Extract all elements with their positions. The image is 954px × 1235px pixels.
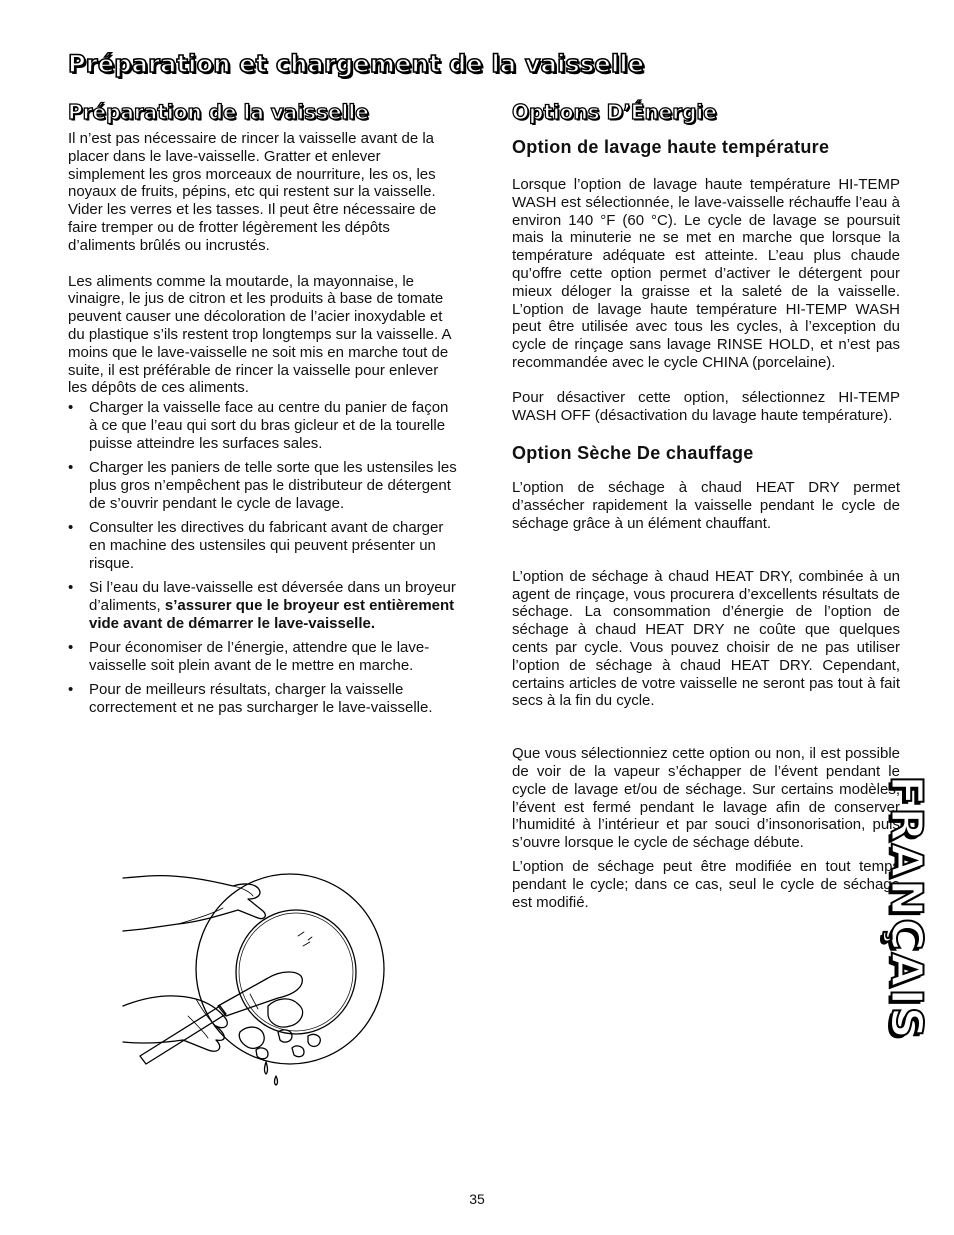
disposer-warning: s’assurer que le broyeur est entièrement vide avant de démarrer le lave-vaisselle. xyxy=(89,596,455,632)
bullet-marker: • xyxy=(68,681,74,699)
preparation-paragraph-1: Il n’est pas nécessaire de rincer la vaisselle avant de la placer dans le lave-vaisselle. Gratter et enlever simplement les gros morceaux de nourriture, les os, les noyaux de fruits, pépins, etc qui restent sur la vaisselle. Vider les verres et les tasses. Il peut être nécessaire de faire tremper ou de frotter légèrement les dépôts d’aliments brûlés ou incrustés. xyxy=(68,130,437,254)
section-heading-energy: Options D’Énergie xyxy=(512,100,717,124)
list-item: • Charger la vaisselle face au centre du panier de façon à ce que l’eau qui sort du bras gicleur et de la tourelle puisse atteindre les surfaces sales. xyxy=(68,399,449,452)
section-heading-preparation: Préparation de la vaisselle xyxy=(68,100,369,124)
right-column xyxy=(512,100,900,911)
list-item: • Pour économiser de l’énergie, attendre que le lave-vaisselle soit plein avant de le mettre en marche. xyxy=(68,639,430,674)
bullet-marker: • xyxy=(68,459,74,477)
heat-dry-paragraph-3: Que vous sélectionniez cette option ou non, il est possible de voir de la vapeur s’échapper de l’évent pendant le cycle de lavage et/ou de séchage. Sur certains modèles, l’évent est fermé pendant le lavage afin de conserver l’humidité à l’intérieur et par souci d’insonorisation, puis s’ouvre lorsque le cycle de séchage débute. xyxy=(512,745,900,852)
list-item: • Consulter les directives du fabricant avant de charger en machine des ustensiles qui peuvent présenter un risque. xyxy=(68,519,444,572)
page-number: 35 xyxy=(469,1191,485,1207)
language-side-tab xyxy=(876,774,936,1041)
preparation-paragraph-2: Les aliments comme la moutarde, la mayonnaise, le vinaigre, le jus de citron et les produits à base de tomate peuvent causer une décoloration de l’acier inoxydable et du plastique s’ils restent trop longtemps sur la vaisselle. A moins que le lave-vaisselle ne soit mis en marche tout de suite, il est préférable de rincer la vaisselle pour enlever les dépôts de ces aliments. xyxy=(68,272,451,397)
high-temp-paragraph-2: Pour désactiver cette option, sélectionnez HI-TEMP WASH OFF (désactivation du lavage haute température). xyxy=(512,388,900,424)
bullet-marker: • xyxy=(68,519,74,537)
language-side-tab-label: FRANÇAIS xyxy=(880,774,932,1041)
heat-dry-paragraph-2: L’option de séchage à chaud HEAT DRY, combinée à un agent de rinçage, vous procurera d’excellents résultats de séchage. La consommation d’énergie de l’option de séchage à chaud HEAT DRY ne coûte que quelques cents par cycle. Vous pouvez choisir de ne pas utiliser l’option de séchage à chaud HEAT DRY. Cependant, certains articles de votre vaisselle ne seront pas tout à fait secs à la fin du cycle. xyxy=(512,567,900,710)
subheading-heat-dry: Option Sèche De chauffage xyxy=(512,443,754,464)
bullet-marker: • xyxy=(68,639,74,657)
page-title: Préparation et chargement de la vaisselle xyxy=(68,50,645,78)
subheading-high-temp-wash: Option de lavage haute température xyxy=(512,137,830,157)
plate-scraping-illustration xyxy=(118,866,388,1096)
list-item: • Si l’eau du lave-vaisselle est déversée dans un broyeur d’aliments, s’assurer que le broyeur est entièrement vide avant de démarrer le lave-vaisselle. xyxy=(68,579,456,632)
heat-dry-paragraph-4: L’option de séchage peut être modifiée en tout temps pendant le cycle; dans ce cas, seul le cycle de séchage est modifié. xyxy=(512,857,900,911)
list-item: • Pour de meilleurs résultats, charger la vaisselle correctement et ne pas surcharger le lave-vaisselle. xyxy=(68,681,433,717)
loading-tips-list xyxy=(68,399,458,717)
left-column xyxy=(68,100,458,723)
list-item: • Charger les paniers de telle sorte que les ustensiles les plus gros n’empêchent pas le distributeur de détergent de s’ouvrir pendant le cycle de lavage. xyxy=(68,459,457,512)
bullet-marker: • xyxy=(68,579,74,597)
heat-dry-paragraph-1: L’option de séchage à chaud HEAT DRY permet d’assécher rapidement la vaisselle pendant le cycle de séchage grâce à un élément chauffant. xyxy=(512,479,900,532)
bullet-marker: • xyxy=(68,399,74,417)
high-temp-paragraph-1: Lorsque l’option de lavage haute température HI-TEMP WASH est sélectionnée, le lave-vaisselle réchauffe l’eau à environ 140 °F (60 °C). Le cycle de lavage se poursuit mais la minuterie ne se met en marche que lorsque la température adéquate est atteinte. L’eau plus chaude qu’offre cette option permet d’activer le détergent pour mieux déloger la graisse et la saleté de la vaisselle. L’option de lavage haute température HI-TEMP WASH peut être utilisée avec tous les cycles, à l’exception du cycle de rinçage sans lavage RINSE HOLD, et n’est pas recommandée avec le cycle CHINA (porcelaine). xyxy=(512,176,900,371)
